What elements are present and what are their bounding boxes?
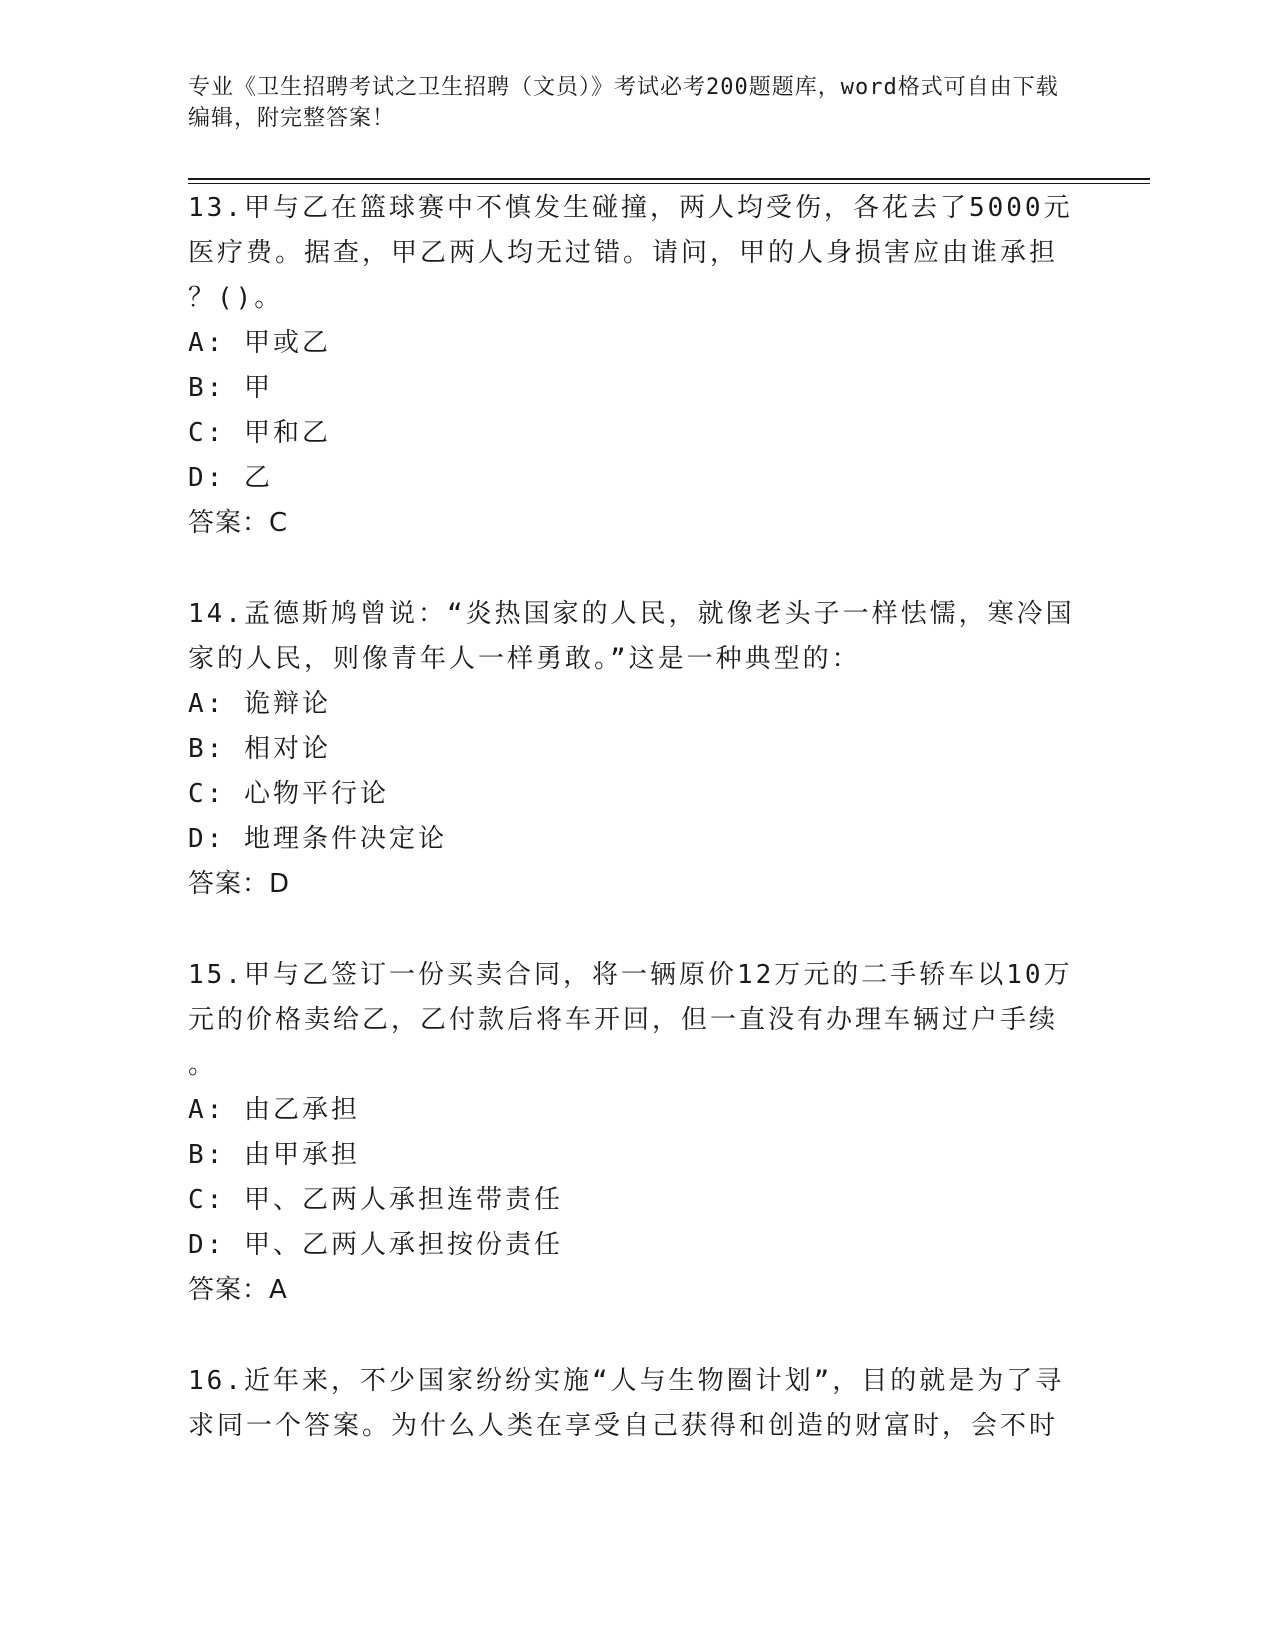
option-a: A: 由乙承担	[188, 1095, 360, 1125]
question-13	[188, 186, 1088, 546]
option-a: A: 诡辩论	[188, 689, 331, 719]
document-header: 专业《卫生招聘考试之卫生招聘（文员）》考试必考200题题库，word格式可自由下载编辑，附完整答案！	[188, 75, 1059, 131]
question-spacer	[188, 907, 1088, 953]
header-divider-thick	[188, 178, 1150, 180]
option-b: B: 相对论	[188, 734, 331, 764]
question-16	[188, 1359, 1088, 1449]
question-stem: 13.甲与乙在篮球赛中不慎发生碰撞，两人均受伤，各花去了5000元 医疗费。据查，甲乙两人均无过错。请问，甲的人身损害应由谁承担 ？()。	[188, 193, 1073, 313]
option-d: D: 乙	[188, 463, 273, 493]
question-15	[188, 953, 1088, 1313]
option-c: C: 甲和乙	[188, 418, 331, 448]
question-stem: 16.近年来，不少国家纷纷实施“人与生物圈计划”，目的就是为了寻 求同一个答案。为什么人类在享受自己获得和创造的财富时，会不时	[188, 1366, 1065, 1441]
option-c: C: 心物平行论	[188, 779, 389, 809]
option-b: B: 甲	[188, 373, 273, 403]
question-spacer	[188, 1313, 1088, 1359]
question-stem: 14.孟德斯鸠曾说：“炎热国家的人民，就像老头子一样怯懦，寒冷国 家的人民，则像青年人一样勇敢。”这是一种典型的：	[188, 599, 1075, 674]
header-divider-thin	[188, 183, 1150, 184]
option-a: A: 甲或乙	[188, 328, 331, 358]
question-list	[188, 186, 1088, 1449]
answer-line: 答案：A	[188, 1275, 288, 1305]
question-spacer	[188, 546, 1088, 592]
question-14	[188, 592, 1088, 907]
option-d: D: 甲、乙两人承担按份责任	[188, 1230, 563, 1260]
answer-line: 答案：C	[188, 508, 289, 538]
option-d: D: 地理条件决定论	[188, 824, 447, 854]
answer-line: 答案：D	[188, 869, 291, 899]
option-c: C: 甲、乙两人承担连带责任	[188, 1185, 563, 1215]
question-stem: 15.甲与乙签订一份买卖合同，将一辆原价12万元的二手轿车以10万 元的价格卖给乙，乙付款后将车开回，但一直没有办理车辆过户手续 。	[188, 960, 1073, 1080]
option-b: B: 由甲承担	[188, 1140, 360, 1170]
